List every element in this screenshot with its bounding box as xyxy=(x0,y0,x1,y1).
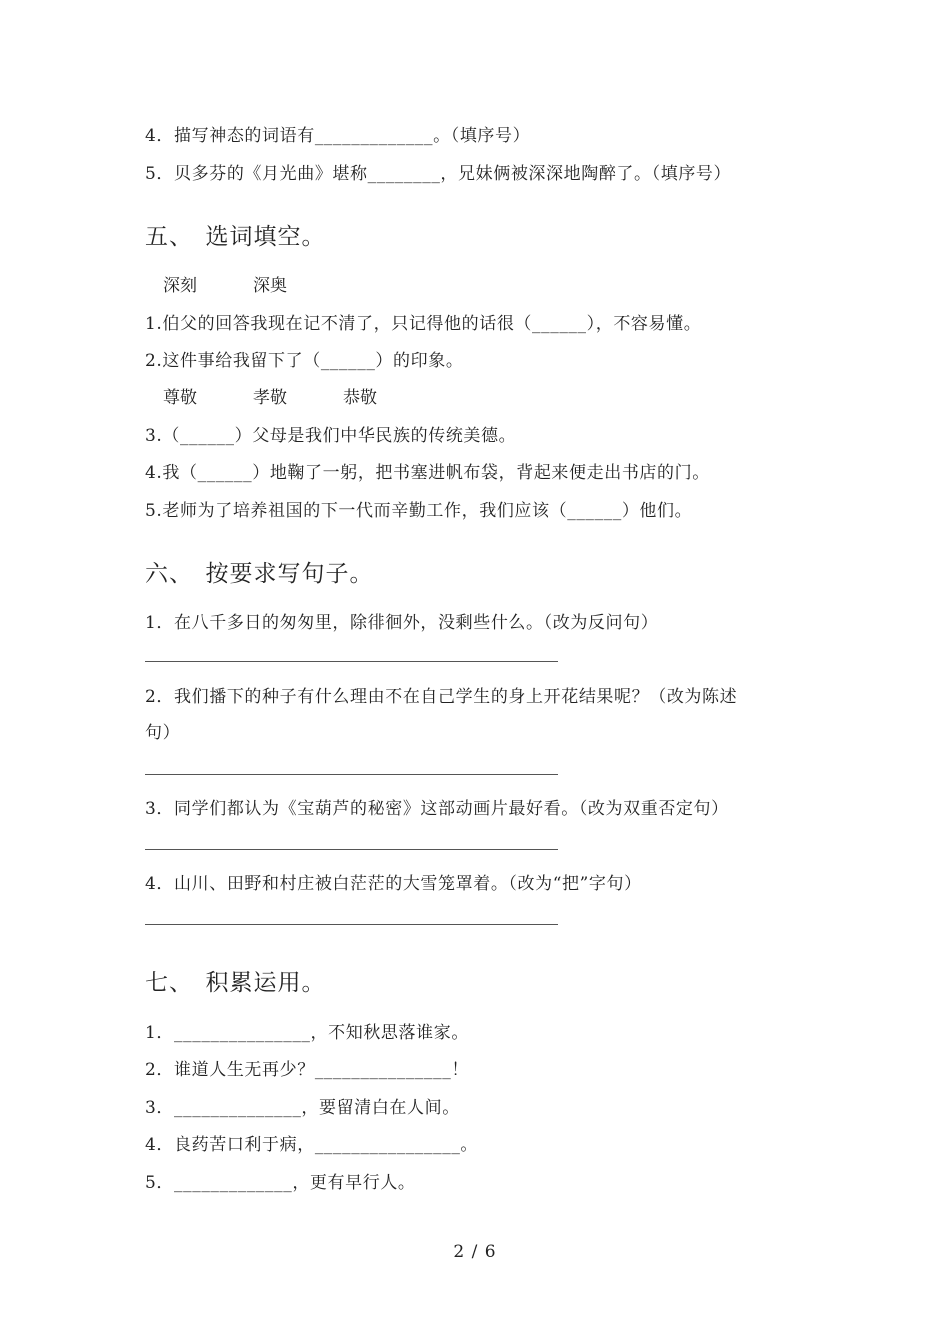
question-6-3: 3．同学们都认为《宝葫芦的秘密》这部动画片最好看。（改为双重否定句） xyxy=(145,799,729,819)
word-option: 孝敬 xyxy=(253,388,287,408)
section-5-title: 五、 选词填空。 xyxy=(145,224,326,250)
question-5-1: 1.伯父的回答我现在记不清了，只记得他的话很（______），不容易懂。 xyxy=(145,314,702,334)
question-7-4: 4．良药苦口利于病，________________。 xyxy=(145,1135,479,1155)
answer-line-6-4[interactable] xyxy=(145,924,558,925)
question-6-2-line-2: 句） xyxy=(145,723,181,743)
word-option: 尊敬 xyxy=(163,388,197,408)
question-4-5: 5．贝多芬的《月光曲》堪称________，兄妹俩被深深地陶醉了。（填序号） xyxy=(145,164,732,184)
word-option: 恭敬 xyxy=(343,388,377,408)
question-7-1: 1．_______________，不知秋思落谁家。 xyxy=(145,1023,469,1043)
question-6-1: 1．在八千多日的匆匆里，除徘徊外，没剩些什么。（改为反问句） xyxy=(145,613,659,633)
question-7-3: 3．______________，要留清白在人间。 xyxy=(145,1098,460,1118)
answer-line-6-2[interactable] xyxy=(145,774,558,775)
answer-line-6-3[interactable] xyxy=(145,849,558,850)
section-6-title: 六、 按要求写句子。 xyxy=(145,561,374,587)
question-5-2: 2.这件事给我留下了（______）的印象。 xyxy=(145,351,464,371)
question-4-4: 4．描写神态的词语有_____________。（填序号） xyxy=(145,126,531,146)
question-5-3: 3.（______）父母是我们中华民族的传统美德。 xyxy=(145,426,517,446)
question-5-4: 4.我（______）地鞠了一躬，把书塞进帆布袋，背起来便走出书店的门。 xyxy=(145,463,710,483)
question-6-4: 4．山川、田野和村庄被白茫茫的大雪笼罩着。（改为“把”字句） xyxy=(145,874,642,894)
section-7-title: 七、 积累运用。 xyxy=(145,970,326,996)
word-options-group-2 xyxy=(163,383,433,408)
page-number: 2 / 6 xyxy=(453,1242,497,1262)
answer-line-6-1[interactable] xyxy=(145,661,558,662)
question-7-2: 2．谁道人生无再少？_______________！ xyxy=(145,1060,469,1080)
word-option: 深奥 xyxy=(253,276,287,296)
question-5-5: 5.老师为了培养祖国的下一代而辛勤工作，我们应该（______）他们。 xyxy=(145,501,693,521)
question-6-2-line-1: 2．我们播下的种子有什么理由不在自己学生的身上开花结果呢？（改为陈述 xyxy=(145,687,738,707)
word-options-group-1 xyxy=(163,271,343,296)
question-7-5: 5．_____________，更有早行人。 xyxy=(145,1173,416,1193)
word-option: 深刻 xyxy=(163,276,197,296)
